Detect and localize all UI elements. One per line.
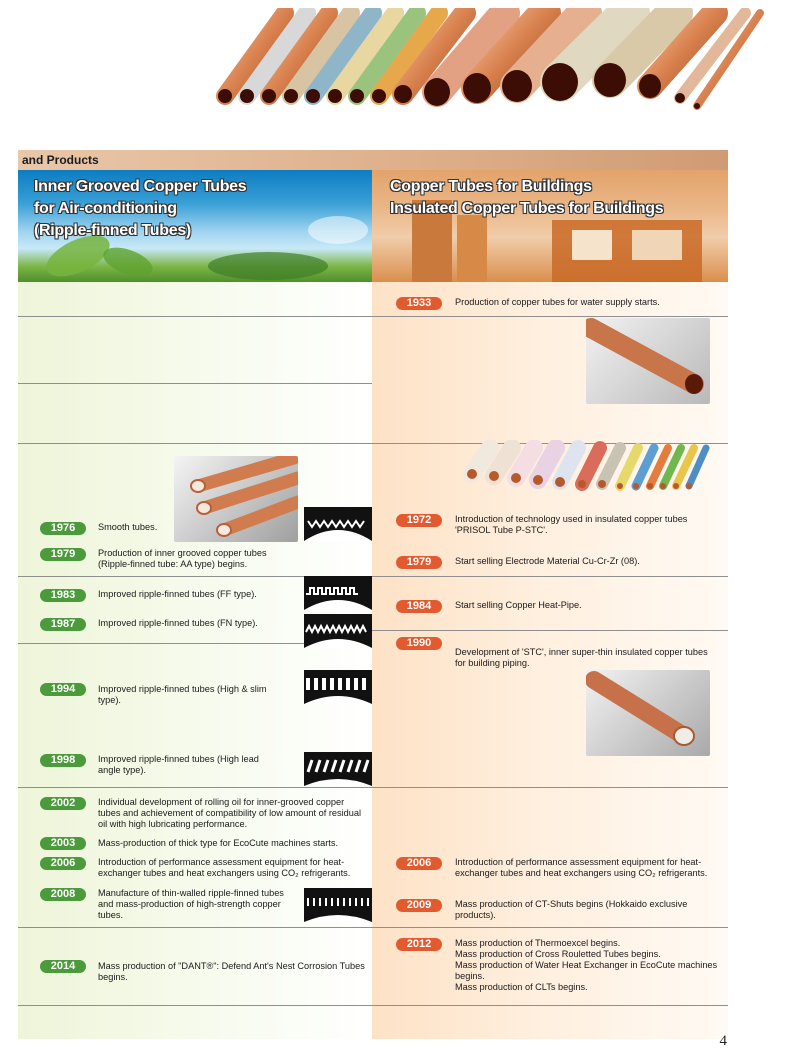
timeline-entry-text: Mass production of CT-Shuts begins (Hokkaido exclusive products).	[455, 899, 688, 920]
timeline-entry-text: Mass production of "DANT®": Defend Ant's Nest Corrosion Tubes begins.	[98, 961, 365, 982]
timeline-entry-text: Smooth tubes.	[98, 522, 158, 532]
copper-tube-photo	[586, 318, 710, 404]
year-badge: 1972	[396, 514, 442, 527]
timeline-entry-text: Start selling Electrode Material Cu-Cr-Zr (08).	[455, 556, 640, 566]
year-badge: 2014	[40, 960, 86, 973]
year-badge: 2003	[40, 837, 86, 850]
row-divider	[372, 927, 728, 928]
row-divider	[18, 927, 372, 928]
timeline-entry-text: Mass production of Thermoexcel begins. Mass production of Cross Rouletted Tubes begins. Mass production of Water Heat Exchanger in EcoCute machines begins. Mass production of CLTs begins.	[455, 938, 718, 992]
timeline-entry-text: Development of 'STC', inner super-thin insulated copper tubes for building piping.	[455, 647, 708, 668]
row-divider	[18, 1005, 728, 1006]
year-badge: 2009	[396, 899, 442, 912]
insulated-tubes-photo	[460, 440, 710, 500]
year-badge: 1979	[396, 556, 442, 569]
timeline-entry-text: Production of inner grooved copper tubes (Ripple-finned tube: AA type) begins.	[98, 548, 267, 569]
year-badge: 1933	[396, 297, 442, 310]
page-number: 4	[719, 1033, 727, 1049]
year-badge: 2008	[40, 888, 86, 901]
ff-fin-section-icon	[304, 576, 372, 610]
copper-tubes-banner-image	[205, 8, 765, 120]
right-title-line: Copper Tubes for Buildings	[390, 178, 592, 195]
year-badge: 1983	[40, 589, 86, 602]
year-badge: 2006	[40, 857, 86, 870]
year-badge: 2006	[396, 857, 442, 870]
timeline-entry-text: Improved ripple-finned tubes (FN type).	[98, 618, 258, 628]
row-divider	[18, 383, 372, 384]
timeline-entry-text: Mass-production of thick type for EcoCute machines starts.	[98, 838, 338, 848]
timeline-entry-text: Improved ripple-finned tubes (FF type).	[98, 589, 257, 599]
year-badge: 1987	[40, 618, 86, 631]
left-title-line: (Ripple-finned Tubes)	[34, 222, 191, 239]
row-divider	[18, 787, 728, 788]
high-lead-angle-fin-section-icon	[304, 752, 372, 786]
timeline-entry-text: Production of copper tubes for water supply starts.	[455, 297, 660, 307]
section-header-bar	[18, 150, 728, 170]
stc-tube-photo	[586, 670, 710, 756]
fn-fin-section-icon	[304, 614, 372, 648]
year-badge: 1979	[40, 548, 86, 561]
thin-walled-fin-section-icon	[304, 888, 372, 922]
right-title-line: Insulated Copper Tubes for Buildings	[390, 200, 664, 217]
year-badge: 2002	[40, 797, 86, 810]
left-timeline-column	[18, 282, 372, 1039]
timeline-entry-text: Introduction of performance assessment equipment for heat-exchanger tubes and heat exchangers using CO₂ refrigerants.	[455, 857, 708, 878]
year-badge: 1984	[396, 600, 442, 613]
section-title: and Products	[22, 153, 99, 167]
timeline-entry-text: Introduction of performance assessment equipment for heat-exchanger tubes and heat exchangers using CO₂ refrigerants.	[98, 857, 351, 878]
year-badge: 1976	[40, 522, 86, 535]
year-badge: 2012	[396, 938, 442, 951]
left-title-line: for Air-conditioning	[34, 200, 177, 217]
right-column-title	[390, 176, 663, 220]
row-divider	[18, 316, 372, 317]
row-divider	[18, 576, 728, 577]
timeline-entry-text: Improved ripple-finned tubes (High lead angle type).	[98, 754, 259, 775]
timeline-entry-text: Improved ripple-finned tubes (High & slim type).	[98, 684, 267, 705]
timeline-entry-text: Start selling Copper Heat-Pipe.	[455, 600, 582, 610]
timeline-entry-text: Introduction of technology used in insulated copper tubes 'PRISOL Tube P-STC'.	[455, 514, 688, 535]
row-divider	[372, 630, 728, 631]
high-slim-fin-section-icon	[304, 670, 372, 704]
year-badge: 1990	[396, 637, 442, 650]
smooth-fin-section-icon	[304, 507, 372, 541]
timeline-entry-text: Manufacture of thin-walled ripple-finned tubes and mass-production of high-strength copper tubes.	[98, 888, 284, 920]
row-divider	[372, 316, 728, 317]
year-badge: 1998	[40, 754, 86, 767]
left-title-line: Inner Grooved Copper Tubes	[34, 178, 247, 195]
timeline-entry-text: Individual development of rolling oil for inner-grooved copper tubes and achievement of compatibility of low amount of residual oil with high lubricating performance.	[98, 797, 362, 829]
year-badge: 1994	[40, 683, 86, 696]
left-column-title	[34, 176, 246, 242]
